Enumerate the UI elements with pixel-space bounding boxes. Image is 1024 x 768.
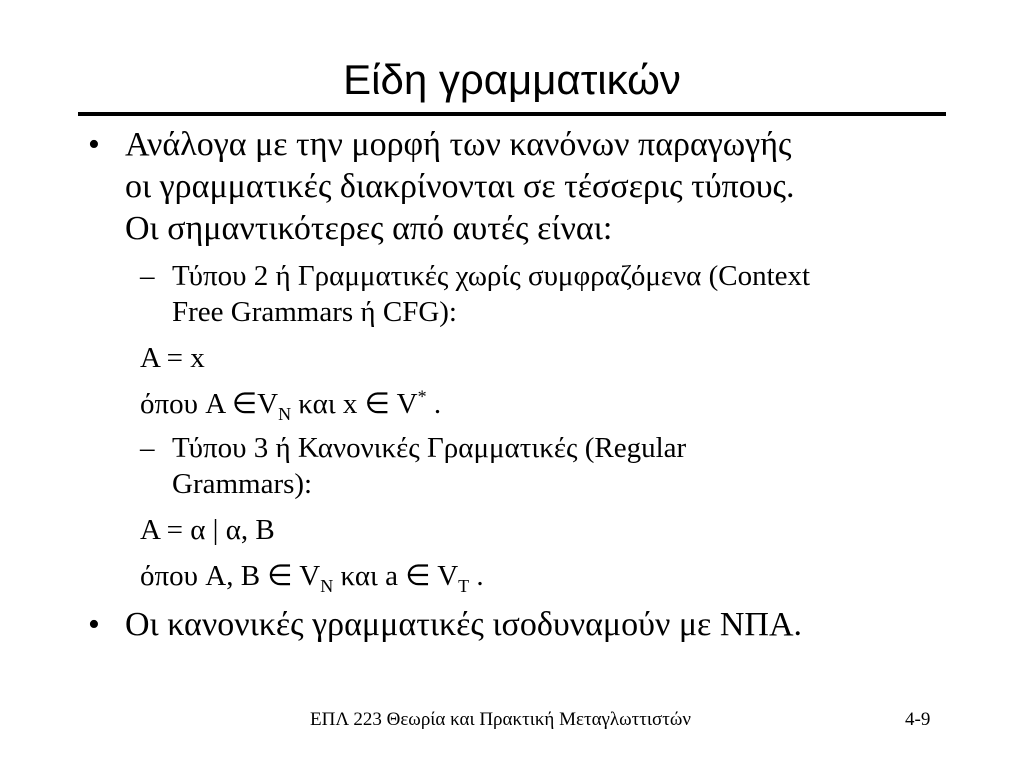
reg-where-v2: V [430,560,459,592]
regular-rule: A = α | α, B [140,514,275,546]
cfg-where [140,386,442,424]
type2-line-2: Free Grammars ή CFG): [172,296,457,328]
bullet-marker-2: • [88,606,100,643]
superscript-star: * [417,386,427,407]
cfg-where-prefix: όπου A [140,388,232,420]
type3-line-2: Grammars): [172,468,313,500]
regular-where [140,560,484,596]
type3-line-1: Τύπου 3 ή Κανονικές Γραμματικές (Regular [172,432,687,464]
element-of-symbol: ∈ [231,388,258,420]
bullet2-text: Οι κανονικές γραμματικές ισοδυναμούν με ΝΠΑ. [125,606,802,643]
subscript-n: N [278,403,292,424]
footer-course: ΕΠΛ 223 Θεωρία και Πρακτική Μεταγλωττιστών [310,709,692,730]
element-of-symbol: ∈ [267,560,293,592]
element-of-symbol: ∈ [364,388,390,420]
reg-where-mid: και a [333,560,406,592]
slide-title: Είδη γραμματικών [343,56,681,103]
reg-where-end: . [469,560,484,592]
title-underline [78,112,946,116]
cfg-where-end: . [426,388,442,420]
bullet1-line-2: οι γραμματικές διακρίνονται σε τέσσερις τύπους. [125,168,795,205]
cfg-where-v: V [257,388,279,420]
element-of-symbol: ∈ [405,560,431,592]
subscript-n: N [320,575,334,596]
reg-where-prefix: όπου A, B [140,560,268,592]
cfg-where-mid: και x [291,388,365,420]
reg-where-v: V [292,560,321,592]
type2-line-1: Τύπου 2 ή Γραμματικές χωρίς συμφραζόμενα (Context [172,260,811,292]
bullet-marker-1: • [88,126,100,163]
subscript-t: T [458,575,470,596]
bullet1-line-3: Οι σημαντικότερες από αυτές είναι: [125,210,613,247]
cfg-rule: A = x [140,342,205,374]
bullet1-line-1: Ανάλογα με την μορφή των κανόνων παραγωγής [125,126,792,163]
dash-marker-1: – [140,260,155,292]
cfg-where-v2: V [389,388,418,420]
dash-marker-2: – [140,432,155,464]
footer-page-number: 4-9 [905,709,931,730]
